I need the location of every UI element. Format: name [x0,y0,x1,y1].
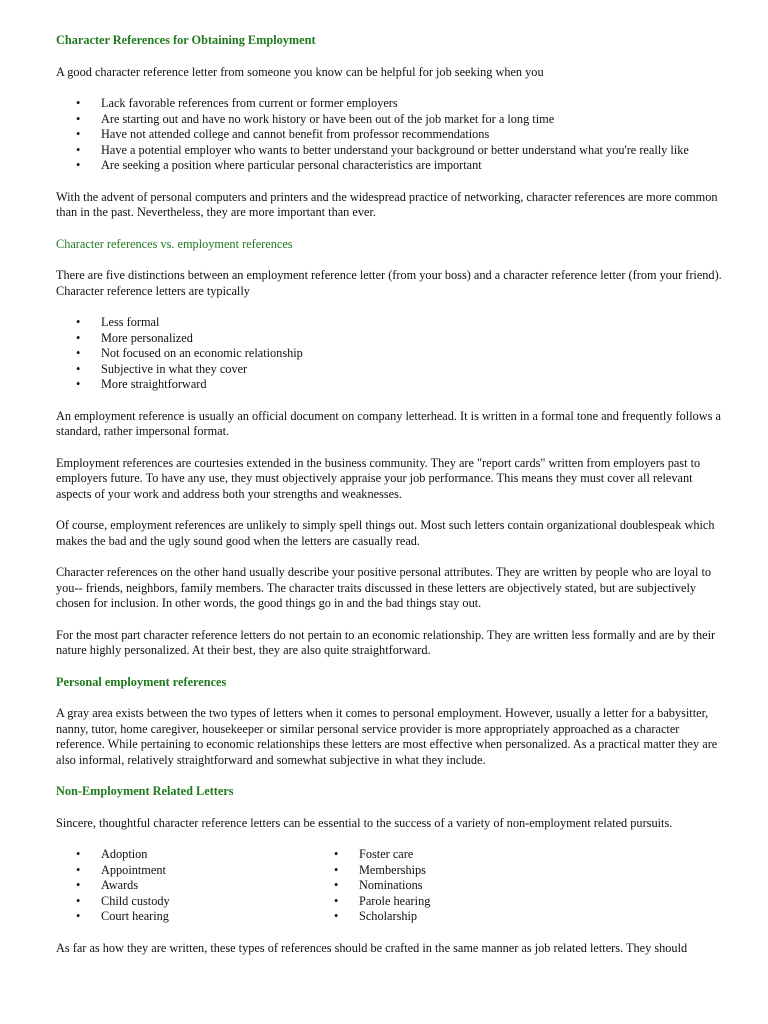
body-paragraph: An employment reference is usually an official document on company letterhead. It is written in a formal tone and frequently follows a standard, rather impersonal format. [56,408,721,438]
list-item: • Court hearing [56,909,314,925]
list-item: • Parole hearing [314,894,572,910]
list-item: • Nominations [314,878,572,894]
section-heading-personal-employment: Personal employment references [56,674,227,689]
non-employment-two-column-list [56,847,724,925]
section-heading-character-vs-employment: Character references vs. employment references [56,236,293,251]
list-item: • Child custody [56,894,314,910]
non-employment-paragraph: Sincere, thoughtful character reference letters can be essential to the success of a variety of non-employment related pursuits. [56,815,673,830]
list-item: • Subjective in what they cover [56,362,724,378]
distinctions-bullet-list [56,315,724,393]
list-item: • Scholarship [314,909,572,925]
list-item: • Foster care [314,847,572,863]
intro-bullet-list [56,96,724,174]
list-item: • Appointment [56,863,314,879]
list-item: • Adoption [56,847,314,863]
list-item: • Are starting out and have no work history or have been out of the job market for a long time [56,112,724,128]
list-item: • Are seeking a position where particular personal characteristics are important [56,158,724,174]
document-page [56,33,724,956]
body-paragraph: Of course, employment references are unlikely to simply spell things out. Most such letters contain organizational doublespeak which makes the bad and the ugly sound good when the letters are casually read. [56,518,715,548]
list-item: • Less formal [56,315,724,331]
body-paragraph: Employment references are courtesies extended in the business community. They are "report cards" written from employers past to employers future. To have any use, they must objectively appraise your job performance. This means they must cover all relevant aspects of your work and address both your strengths and weaknesses. [56,455,701,501]
body-paragraph: For the most part character reference letters do not pertain to an economic relationship. They are written less formally and are by their nature highly personalized. At their best, they are also quite straightforward. [56,627,716,657]
non-employment-list-left [56,847,314,925]
non-employment-list-right [314,847,572,925]
intro-paragraph: A good character reference letter from someone you know can be helpful for job seeking when you [56,64,544,79]
list-item: • Have a potential employer who wants to better understand your background or better understand what you're really like [56,143,724,159]
list-item: • Awards [56,878,314,894]
list-item: • Not focused on an economic relationship [56,346,724,362]
document-title: Character References for Obtaining Employment [56,33,316,47]
list-item: • Memberships [314,863,572,879]
closing-paragraph: As far as how they are written, these types of references should be crafted in the same manner as job related letters. They should [56,940,688,955]
list-item: • Lack favorable references from current or former employers [56,96,724,112]
personal-employment-paragraph: A gray area exists between the two types of letters when it comes to personal employment. However, usually a letter for a babysitter, nanny, tutor, home caregiver, housekeeper or similar personal service provider is more appropriately approached as a character reference. While pertaining to economic relationships these letters are most effective when personalized. As a practical matter they are also informal, relatively straightforward and somewhat subjective in what they include. [56,706,718,767]
list-item: • More personalized [56,331,724,347]
distinctions-paragraph: There are five distinctions between an employment reference letter (from your boss) and a character reference letter (from your friend). Character reference letters are typically [56,268,722,298]
body-paragraph: Character references on the other hand usually describe your positive personal attributes. They are written by people who are loyal to you-- friends, neighbors, family members. The character traits discussed in these letters are objectively stated, but are subjectively chosen for inclusion. In other words, the good things go in and the bad things stay out. [56,565,712,610]
advent-paragraph: With the advent of personal computers and printers and the widespread practice of networking, character references are more common than in the past. Nevertheless, they are more important than ever. [56,189,718,219]
list-item: • Have not attended college and cannot benefit from professor recommendations [56,127,724,143]
list-item: • More straightforward [56,377,724,393]
section-heading-non-employment: Non-Employment Related Letters [56,784,234,798]
